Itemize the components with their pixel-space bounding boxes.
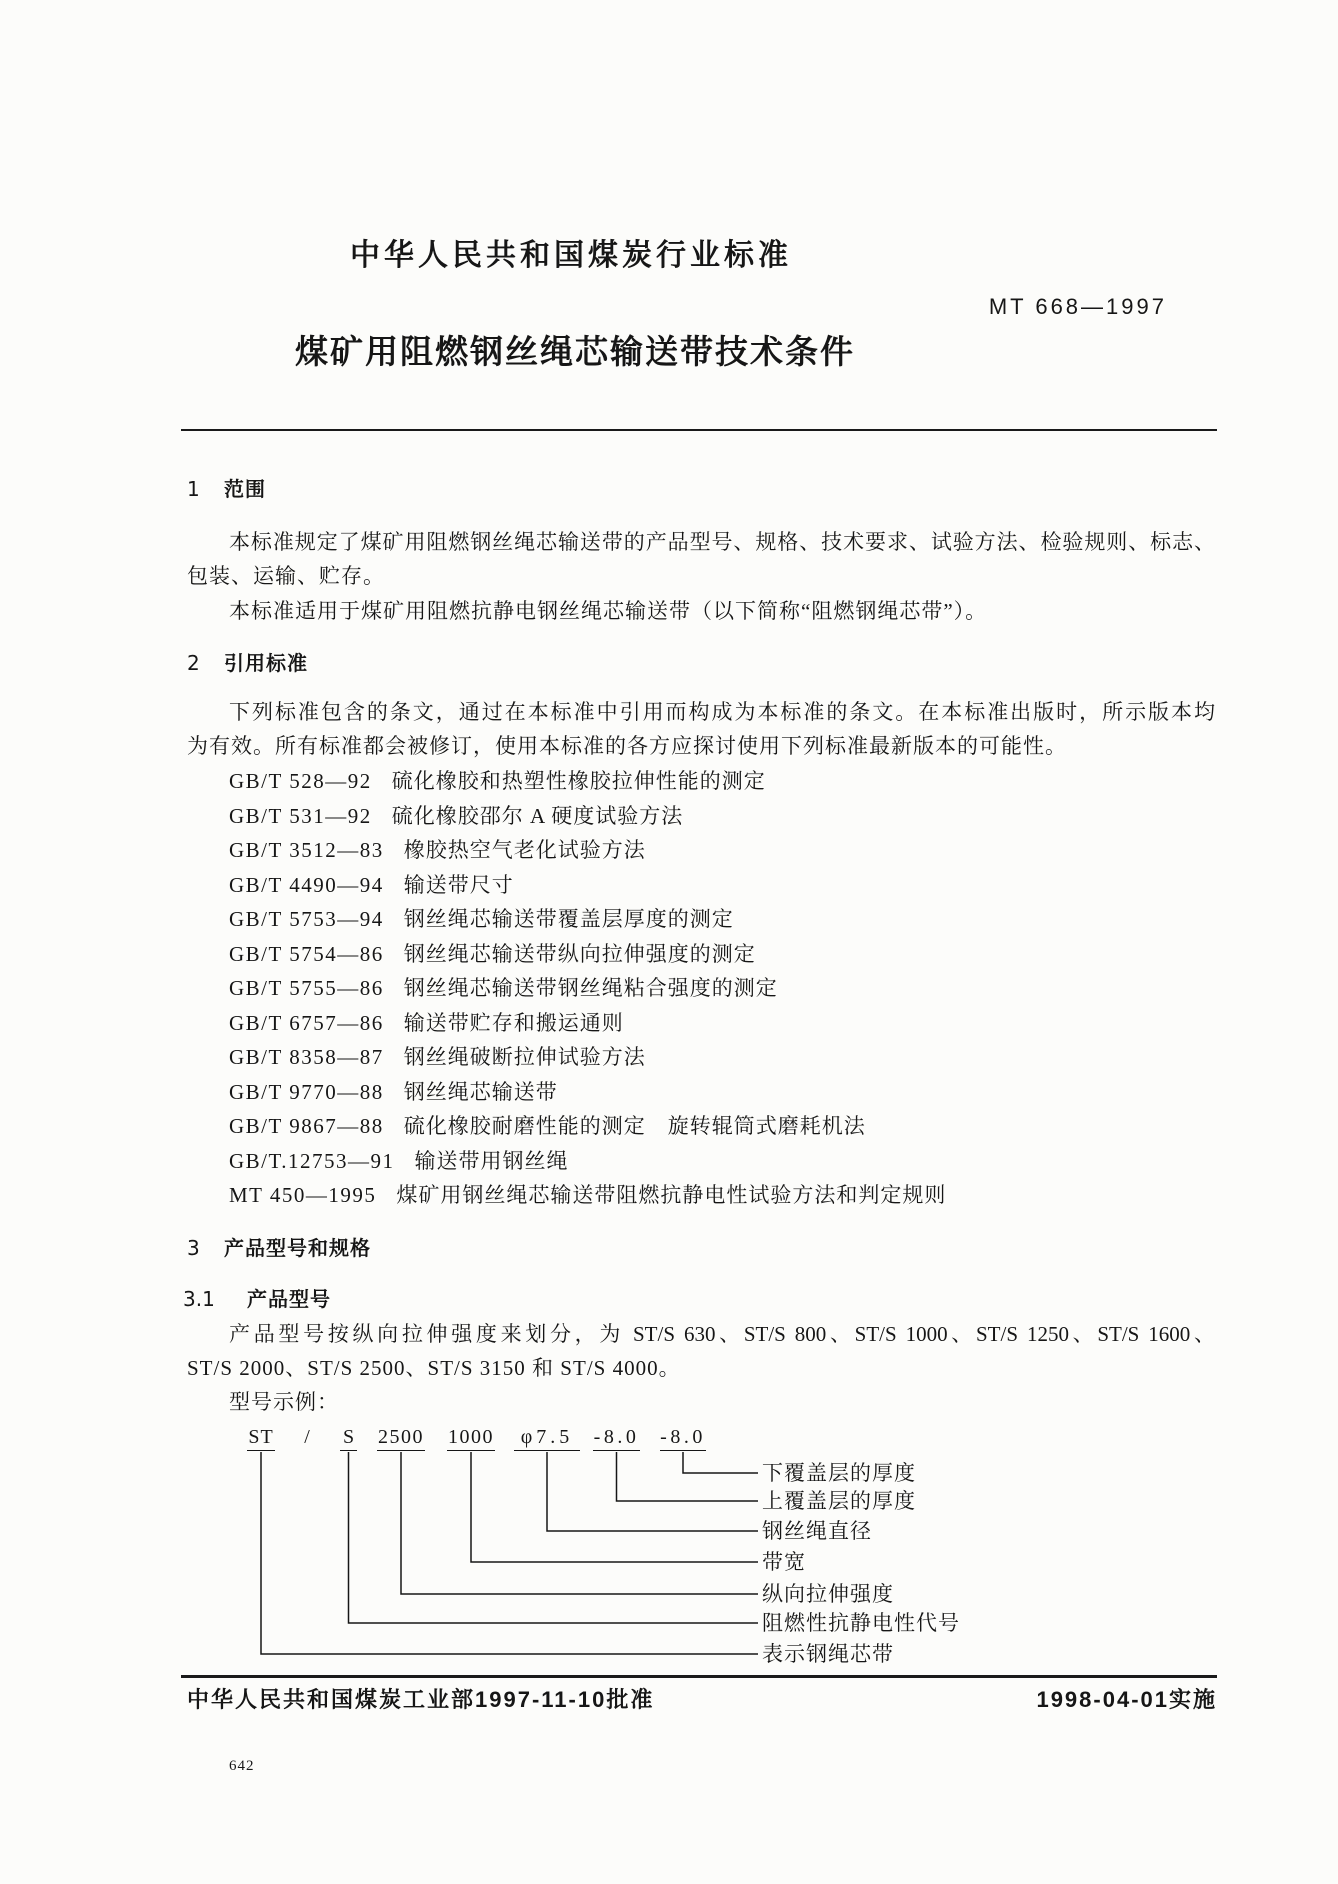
reference-title: 硫化橡胶和热塑性橡胶拉伸性能的测定 (391, 769, 766, 793)
section-3-1-number: 3.1 (183, 1287, 215, 1311)
section-3-1-heading (183, 1282, 331, 1316)
connector-top-cover-thickness (617, 1452, 759, 1501)
section-3-1-title: 产品型号 (247, 1287, 331, 1311)
reference-code: MT 450—1995 (229, 1183, 377, 1207)
connector-tensile-strength (401, 1452, 758, 1594)
reference-title: 硫化橡胶耐磨性能的测定 旋转辊筒式磨耗机法 (403, 1114, 866, 1138)
reference-title: 硫化橡胶邵尔 A 硬度试验方法 (391, 803, 684, 828)
legend-steel-cord-belt: 表示钢绳芯带 (762, 1642, 894, 1666)
reference-item (229, 937, 1219, 972)
reference-title: 橡胶热空气老化试验方法 (403, 838, 646, 862)
reference-code: GB/T 4490—94 (229, 872, 384, 897)
code-steel-cord-belt: ST (247, 1424, 275, 1451)
model-paragraph-line: 产品型号按纵向拉伸强度来划分，为 ST/S 630、ST/S 800、ST/S 1000、ST/S 1250、ST/S 1600、 (229, 1322, 1215, 1346)
reference-code: GB/T 5754—86 (229, 941, 384, 966)
section-1-number: 1 (187, 477, 200, 501)
references-intro-line: 下列标准包含的条文，通过在本标准中引用而构成为本标准的条文。在本标准出版时，所示版本均 (229, 700, 1215, 724)
reference-code: GB/T 531—92 (229, 803, 372, 828)
scope-paragraph-line: 包装、运输、贮存。 (187, 564, 385, 588)
reference-code: GB/T 6757—86 (229, 1010, 384, 1035)
legend-tensile-strength: 纵向拉伸强度 (762, 1582, 894, 1606)
reference-title: 输送带尺寸 (403, 872, 514, 897)
section-2-heading (187, 646, 308, 680)
connector-bottom-cover-thickness (683, 1452, 758, 1473)
page-number: 642 (229, 1758, 255, 1774)
reference-item (229, 1040, 1219, 1075)
section-2-title: 引用标准 (224, 651, 308, 675)
legend-flame-antistatic-code: 阻燃性抗静电性代号 (762, 1611, 960, 1635)
legend-top-cover-thickness: 上覆盖层的厚度 (762, 1489, 916, 1513)
scope-applicability-line: 本标准适用于煤矿用阻燃抗静电钢丝绳芯输送带（以下简称“阻燃钢绳芯带”）。 (229, 599, 988, 623)
reference-title: 钢丝绳芯输送带钢丝绳粘合强度的测定 (403, 976, 778, 1000)
reference-title: 钢丝绳芯输送带覆盖层厚度的测定 (403, 907, 734, 931)
header-rule (181, 429, 1217, 431)
reference-title: 输送带贮存和搬运通则 (403, 1010, 624, 1035)
reference-item (229, 764, 1219, 799)
section-3-title: 产品型号和规格 (224, 1236, 371, 1260)
reference-code: GB/T 3512—83 (229, 838, 384, 862)
reference-item (229, 1178, 1219, 1213)
scope-paragraph-line: 本标准规定了煤矿用阻燃钢丝绳芯输送带的产品型号、规格、技术要求、试验方法、检验规则、标志、 (229, 530, 1215, 554)
reference-title: 钢丝绳芯输送带 (403, 1079, 558, 1104)
model-example-label: 型号示例： (229, 1390, 339, 1414)
code-top-cover-thickness: -8.0 (593, 1424, 640, 1451)
reference-item (229, 1006, 1219, 1041)
code-separator: / (304, 1426, 310, 1448)
model-paragraph-line: ST/S 2000、ST/S 2500、ST/S 3150 和 ST/S 4000。 (187, 1356, 681, 1380)
code-tensile-strength: 2500 (377, 1424, 425, 1451)
reference-item (229, 799, 1219, 834)
reference-title: 钢丝绳芯输送带纵向拉伸强度的测定 (403, 941, 756, 966)
reference-code: GB/T 9867—88 (229, 1114, 384, 1138)
standard-code: MT 668—1997 (988, 294, 1167, 319)
reference-item (229, 868, 1219, 903)
legend-belt-width: 带宽 (762, 1550, 806, 1574)
org-title: 中华人民共和国煤炭行业标准 (350, 238, 792, 273)
reference-code: GB/T 8358—87 (229, 1045, 384, 1069)
section-1-heading (187, 472, 266, 506)
reference-item (229, 1109, 1219, 1144)
legend-bottom-cover-thickness: 下覆盖层的厚度 (762, 1461, 916, 1485)
reference-code: GB/T 5753—94 (229, 907, 384, 931)
connector-wire-rope-diameter (547, 1452, 758, 1531)
connector-flame-antistatic-code (349, 1452, 759, 1623)
reference-title: 煤矿用钢丝绳芯输送带阻燃抗静电性试验方法和判定规则 (396, 1183, 947, 1207)
section-1-title: 范围 (224, 477, 266, 501)
footer-rule (181, 1675, 1217, 1678)
document-title: 煤矿用阻燃钢丝绳芯输送带技术条件 (295, 332, 855, 371)
code-flame-antistatic: S (340, 1424, 357, 1451)
legend-wire-rope-diameter: 钢丝绳直径 (762, 1519, 872, 1543)
reference-title: 钢丝绳破断拉伸试验方法 (403, 1045, 646, 1069)
code-wire-rope-diameter: φ7.5 (514, 1424, 580, 1451)
reference-item (229, 833, 1219, 868)
connector-steel-cord-belt (261, 1452, 758, 1654)
code-belt-width: 1000 (447, 1424, 495, 1451)
reference-code: GB/T 5755—86 (229, 976, 384, 1000)
reference-code: GB/T 9770—88 (229, 1079, 384, 1104)
reference-list (229, 764, 1219, 1213)
effective-date: 1998-04-01实施 (1036, 1687, 1217, 1712)
references-intro-line: 为有效。所有标准都会被修订，使用本标准的各方应探讨使用下列标准最新版本的可能性。 (187, 734, 1067, 758)
reference-item (229, 971, 1219, 1006)
connector-belt-width (471, 1452, 758, 1562)
reference-code: GB/T.12753—91 (229, 1148, 395, 1173)
reference-title: 输送带用钢丝绳 (414, 1148, 569, 1173)
section-3-heading (187, 1231, 371, 1265)
code-bottom-cover-thickness: -8.0 (660, 1424, 706, 1451)
section-3-number: 3 (187, 1236, 200, 1260)
section-2-number: 2 (187, 651, 200, 675)
reference-item (229, 1075, 1219, 1110)
approval-line: 中华人民共和国煤炭工业部1997-11-10批准 (187, 1687, 655, 1712)
reference-item (229, 1144, 1219, 1179)
reference-item (229, 902, 1219, 937)
reference-code: GB/T 528—92 (229, 769, 372, 793)
